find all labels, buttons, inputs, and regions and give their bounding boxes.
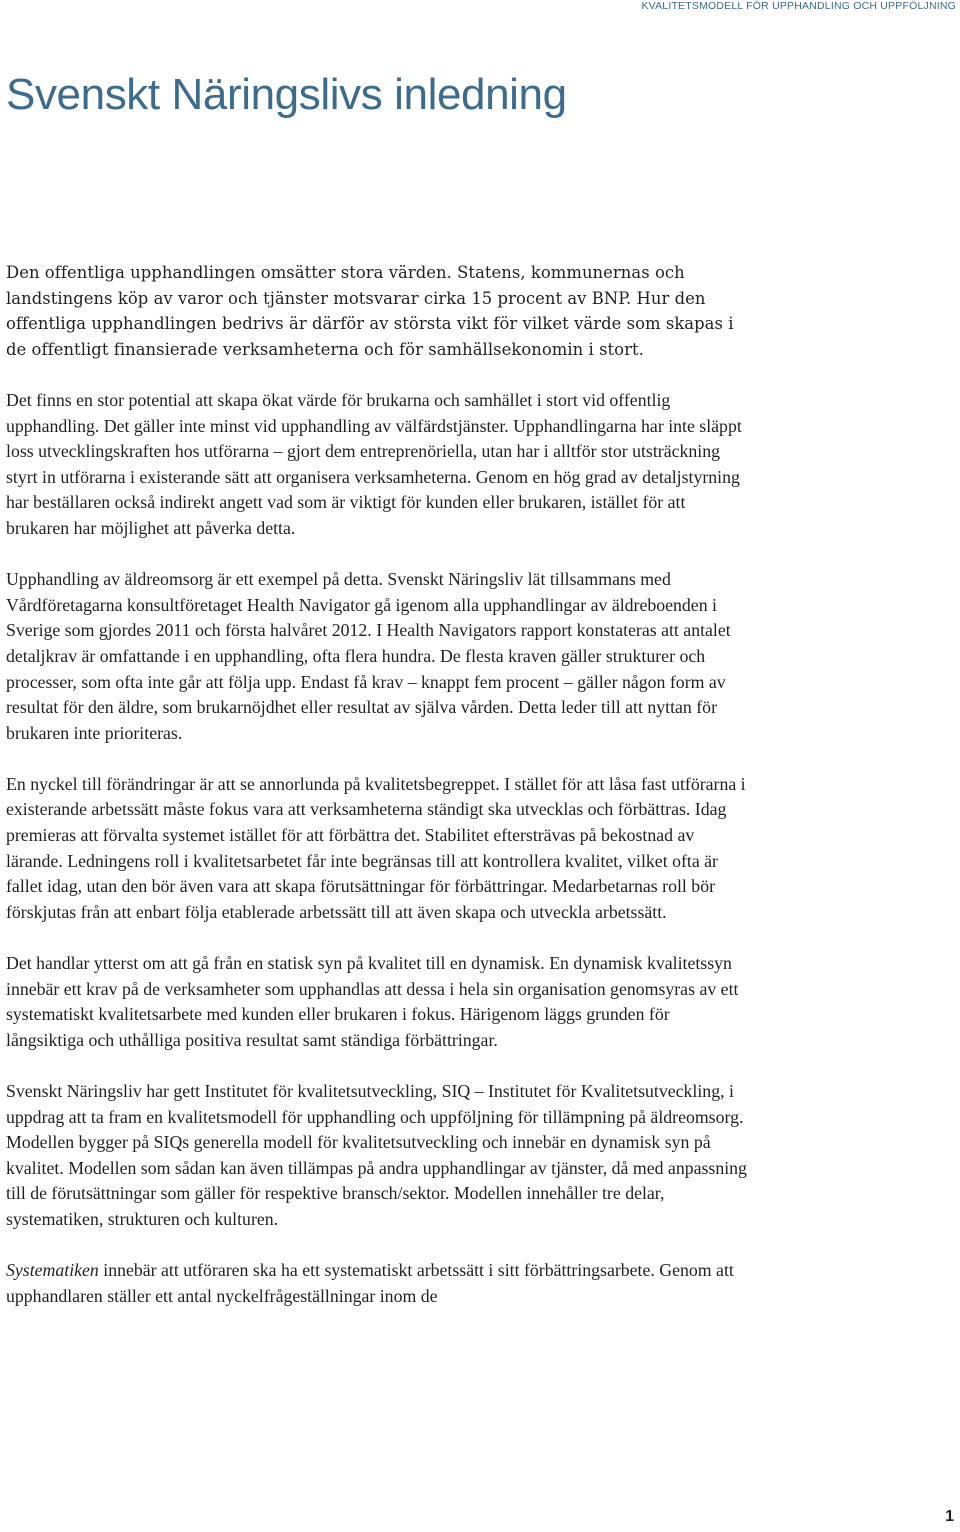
paragraph-7-text: innebär att utföraren ska ha ett systematiskt arbetssätt i sitt förbättringsarbete. Genom att upphandlaren ställer ett antal nyckelfrågeställningar inom de (6, 1260, 734, 1306)
paragraph-6: Svenskt Näringsliv har gett Institutet för kvalitetsutveckling, SIQ – Institutet för Kvalitetsutveckling, i uppdrag att ta fram en kvalitetsmodell för upphandling och uppföljning för tillämpning på äldreomsorg. Modellen bygger på SIQs generella modell för kvalitetsutveckling och innebär en dynamisk syn på kvalitet. Modellen som sådan kan även tillämpas på andra upphandlingar av tjänster, då med anpassning till de förutsättningar som gäller för respektive bransch/sektor. Modellen innehåller tre delar, systematiken, strukturen och kulturen. (6, 1081, 747, 1229)
paragraph-2: Det finns en stor potential att skapa ökat värde för brukarna och samhället i stort vid offentlig upphandling. Det gäller inte minst vid upphandling av välfärdstjänster. Upphandlingarna har inte släppt loss utvecklingskraften hos utförarna – gjort dem entreprenöriella, utan har i alltför stor utsträckning styrt in utförarna i existerande sätt att organisera verksamheterna. Genom en hög grad av detaljstyrning har beställaren också indirekt angett vad som är viktigt för kunden eller brukaren, istället för att brukaren har möjlighet att påverka detta. (6, 389, 742, 538)
paragraph-4: En nyckel till förändringar är att se annorlunda på kvalitetsbegreppet. I stället för att låsa fast utförarna i existerande arbetssätt måste fokus vara att verksamheterna ständigt ska utvecklas och förbättras. Idag premieras att förvalta systemet istället för att förbättra det. Stabilitet eftersträvas på bekostnad av lärande. Ledningens roll i kvalitetsarbetet får inte begränsas till att kontrollera kvalitet, vilket ofta är fallet idag, utan den bör även vara att skapa förutsättningar för förbättringar. Medarbetarnas roll bör förskjutas från att enbart följa etablerade arbetssätt till att även skapa och utveckla arbetssätt. (6, 773, 746, 922)
page-number: 1 (945, 1508, 954, 1525)
paragraph-5: Det handlar ytterst om att gå från en statisk syn på kvalitet till en dynamisk. En dynamisk kvalitetssyn innebär ett krav på de verksamheter som upphandlas att dessa i hela sin organisation genomsyras av ett systematiskt kvalitetsarbete med kunden eller brukaren i fokus. Härigenom läggs grunden för långsiktiga och uthålliga positiva resultat samt ständiga förbättringar. (6, 953, 739, 1050)
page-title: Svenskt Näringslivs inledning (6, 70, 567, 119)
running-header: KVALITETSMODELL FÖR UPPHANDLING OCH UPPFÖLJNING (641, 0, 956, 12)
paragraph-3: Upphandling av äldreomsorg är ett exempel på detta. Svenskt Näringsliv lät tillsammans med Vårdföretagarna konsultföretaget Health Navigator gå igenom alla upphandlingar av äldreboenden i Sverige som gjordes 2011 och första halvåret 2012. I Health Navigators rapport konstateras att antalet detaljkrav är omfattande i en upphandling, ofta flera hundra. De flesta kraven gäller strukturer och processer, som ofta inte går att följa upp. Endast få krav – knappt fem procent – gäller någon form av resultat för den äldre, som brukarnöjdhet eller resultat av själva vården. Detta leder till att nyttan för brukaren inte prioriteras. (6, 569, 731, 743)
paragraph-1: Den offentliga upphandlingen omsätter stora värden. Statens, kommunernas och landstingens köp av varor och tjänster motsvarar cirka 15 procent av BNP. Hur den offentliga upphandlingen bedrivs är därför av största vikt för vilket värde som skapas i de offentligt finansierade verksamheterna och för samhällsekonomin i stort. (6, 263, 734, 359)
term-systematiken: Systematiken (6, 1260, 99, 1281)
body-text (6, 260, 750, 1335)
paragraph-7 (6, 1258, 750, 1309)
